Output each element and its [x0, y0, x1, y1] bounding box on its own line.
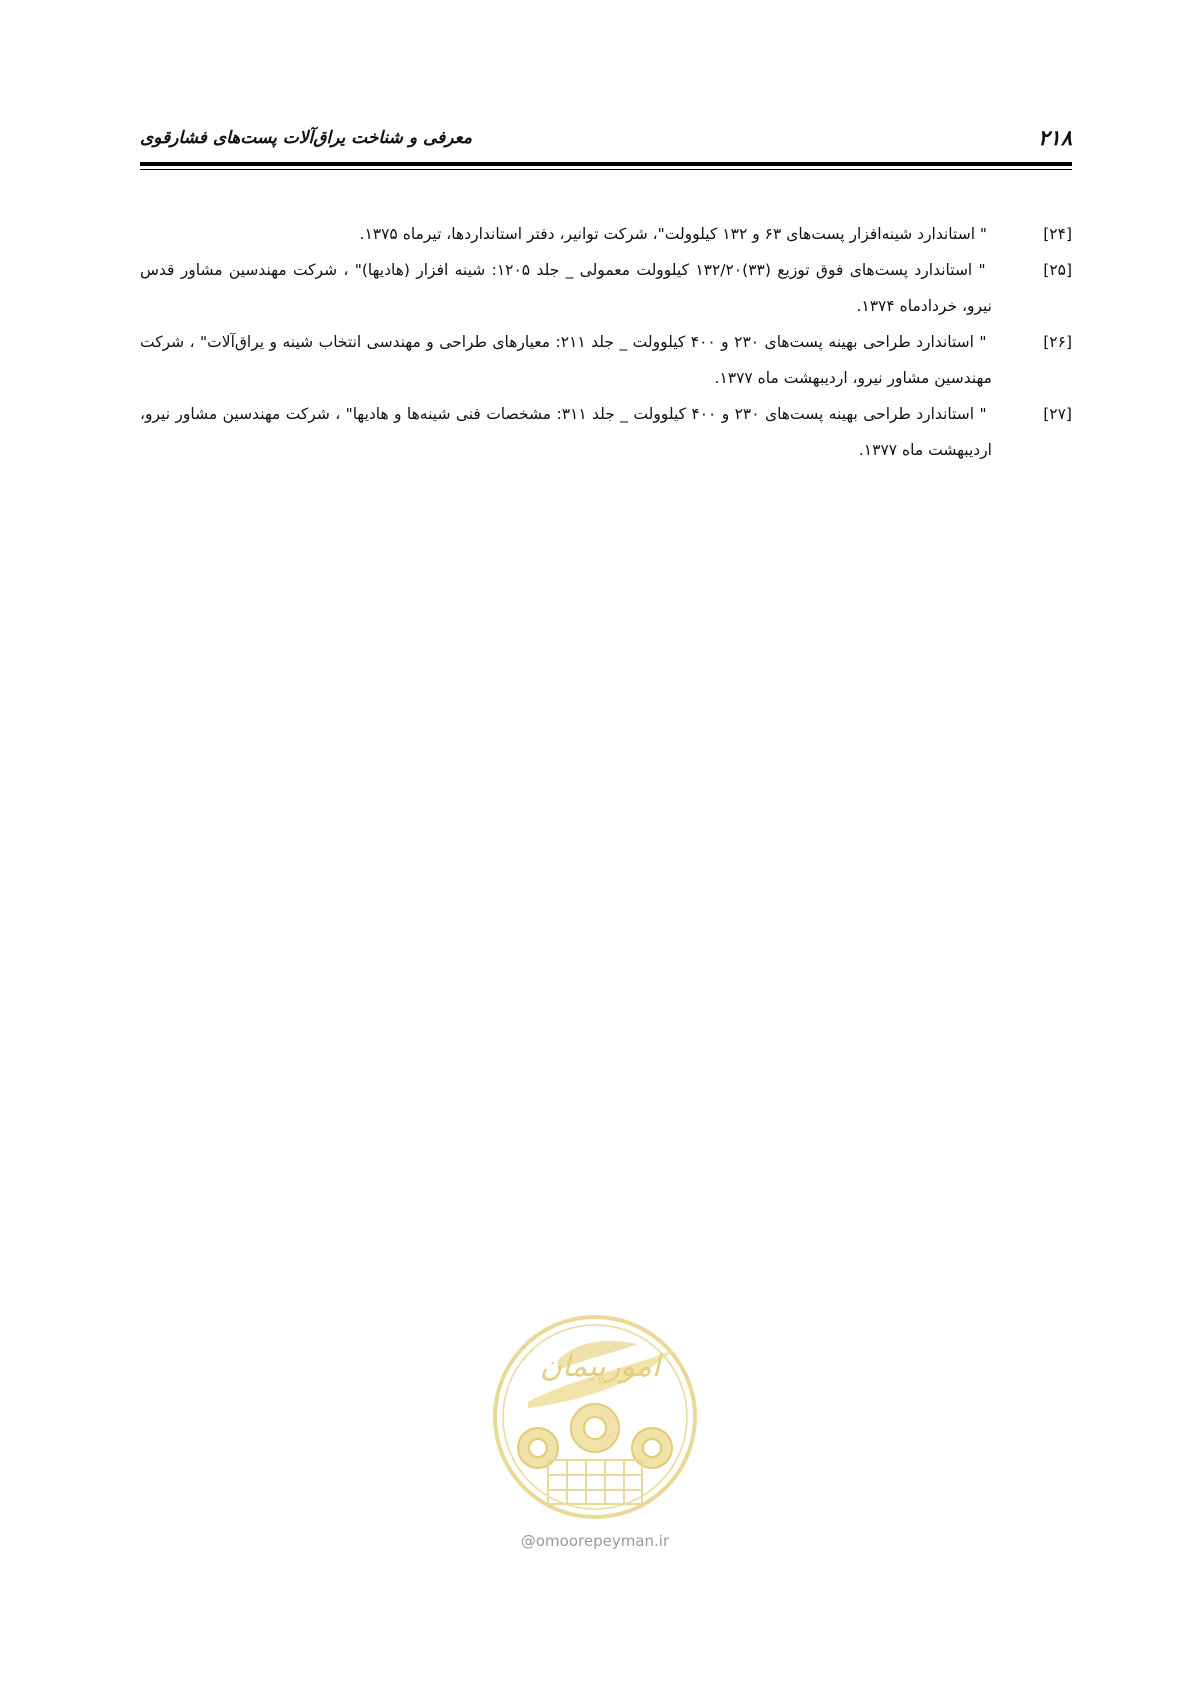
reference-item	[140, 216, 1072, 252]
reference-text: " استاندارد پست‌های فوق توزیع (۳۳)۱۳۲/۲۰ کیلوولت معمولی _ جلد ۱۲۰۵: شینه افزار (هادیها)" ، شرکت مهندسین مشاور قدس نیرو، خردادماه ۱۳۷۴.	[140, 261, 992, 315]
header-rule-thin	[140, 169, 1072, 170]
page-header	[140, 126, 1072, 156]
reference-item	[140, 396, 1072, 468]
watermark-url: @omoorepeyman.ir	[520, 1532, 670, 1550]
reference-text: " استاندارد طراحی بهینه پست‌های ۲۳۰ و ۴۰۰ کیلوولت _ جلد ۲۱۱: معیارهای طراحی و مهندسی انتخاب شینه و یراق‌آلات" ، شرکت مهندسین مشاور نیرو، اردیبهشت ماه ۱۳۷۷.	[140, 333, 992, 387]
reference-text: " استاندارد شینه‌افزار پست‌های ۶۳ و ۱۳۲ کیلوولت"، شرکت توانیر، دفتر استانداردها، تیرماه ۱۳۷۵.	[359, 225, 988, 243]
reference-number: [۲۴]	[1043, 225, 1072, 243]
reference-number: [۲۷]	[1043, 405, 1072, 423]
reference-number: [۲۶]	[1043, 333, 1072, 351]
reference-item	[140, 324, 1072, 396]
page-number: ۲۱۸	[1038, 126, 1072, 150]
watermark-logo-graphic	[488, 1310, 702, 1524]
reference-number: [۲۵]	[1043, 261, 1073, 279]
reference-list	[140, 216, 1072, 468]
reference-text: " استاندارد طراحی بهینه پست‌های ۲۳۰ و ۴۰۰ کیلوولت _ جلد ۳۱۱: مشخصات فنی شینه‌ها و هادیها" ، شرکت مهندسین مشاور نیرو، اردیبهشت ماه ۱۳۷۷.	[140, 405, 992, 459]
header-rule-thick	[140, 162, 1072, 166]
watermark-logo-text: امورپیمان	[539, 1349, 661, 1384]
watermark-logo	[488, 1310, 702, 1524]
reference-item	[140, 252, 1072, 324]
running-title: معرفی و شناخت یراق‌آلات پست‌های فشارقوی	[140, 128, 472, 148]
